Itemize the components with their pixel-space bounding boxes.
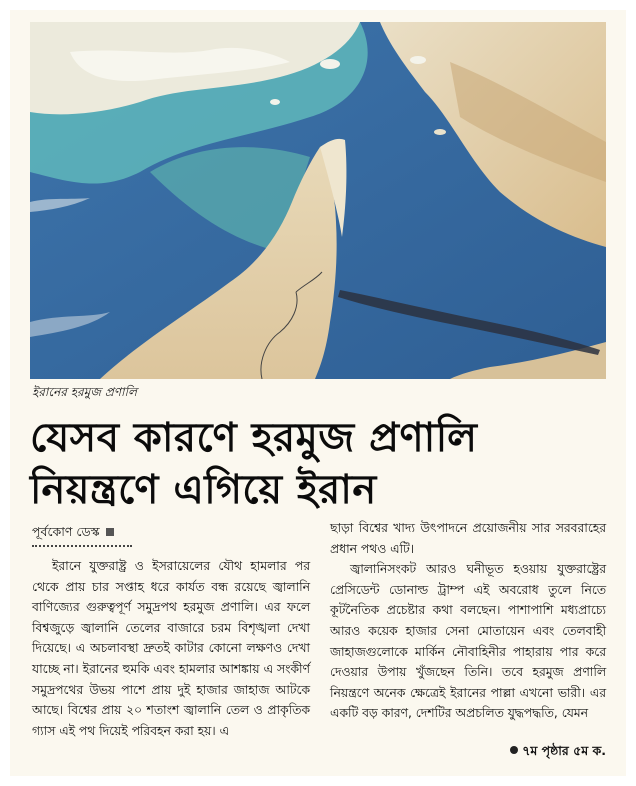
continuation-note — [510, 743, 606, 763]
article-column-1 — [32, 556, 310, 741]
continuation-text: ৭ম পৃষ্ঠার ৫ম ক. — [522, 743, 606, 758]
paragraph: ছাড়া বিশ্বের খাদ্য উৎপাদনে প্রয়োজনীয় সার সরবরাহের প্রধান পথও এটি। — [330, 521, 606, 556]
headline-line-2: নিয়ন্ত্রণে এগিয়ে ইরান — [30, 467, 377, 513]
square-bullet-icon — [106, 528, 114, 536]
headline — [30, 412, 606, 516]
paragraph: জ্বালানিসংকট আরও ঘনীভূত হওয়ায় যুক্তরাষ্ট্রের প্রেসিডেন্ট ডোনাল্ড ট্রাম্প এই অবরোধ তুলে নিতে কূটনৈতিক প্রচেষ্টার কথা বলছেন। পাশাপাশি মধ্যপ্রাচ্যে আরও কয়েক হাজার সেনা মোতায়েন এবং তেলবাহী জাহাজগুলোকে মার্কিন নৌবাহিনীর পাহারায় পার করে দেওয়ার উপায় খুঁজছেন তিনি। তবে হরমুজ প্রণালি নিয়ন্ত্রণে অনেক ক্ষেত্রেই ইরানের পাল্লা এখনো ভারী। এর একটি বড় কারণ, দেশটির অপ্রচলিত যুদ্ধপদ্ধতি, যেমন — [330, 562, 606, 721]
photo-caption: ইরানের হরমুজ প্রণালি — [32, 385, 137, 399]
article-column-2 — [330, 518, 606, 724]
byline-text: পূর্বকোণ ডেস্ক — [32, 524, 100, 539]
satellite-photo-strait-of-hormuz — [30, 22, 606, 379]
bullet-dot-icon — [510, 746, 518, 754]
dotted-divider — [32, 545, 132, 547]
headline-line-1: যেসব কারণে হরমুজ প্রণালি — [30, 415, 478, 461]
paragraph: ইরানে যুক্তরাষ্ট্র ও ইসরায়েলের যৌথ হামলার পর থেকে প্রায় চার সপ্তাহ ধরে কার্যত বন্ধ রয়েছে জ্বালানি বাণিজ্যের গুরুত্বপূর্ণ সমুদ্রপথ হরমুজ প্রণালি। এর ফলে বিশ্বজুড়ে জ্বালানি তেলের বাজারে চরম বিশৃঙ্খলা দেখা দিয়েছে। এ অচলাবস্থা দ্রুতই কাটার কোনো লক্ষণও দেখা যাচ্ছে না। ইরানের হুমকি এবং হামলার আশঙ্কায় এ সংকীর্ণ সমুদ্রপথের উভয় পাশে প্রায় দুই হাজার জাহাজ আটকে আছে। বিশ্বের প্রায় ২০ শতাংশ জ্বালানি তেল ও প্রাকৃতিক গ্যাস এই পথ দিয়েই পরিবহন করা হয়। এ — [32, 559, 310, 738]
byline — [32, 524, 114, 544]
